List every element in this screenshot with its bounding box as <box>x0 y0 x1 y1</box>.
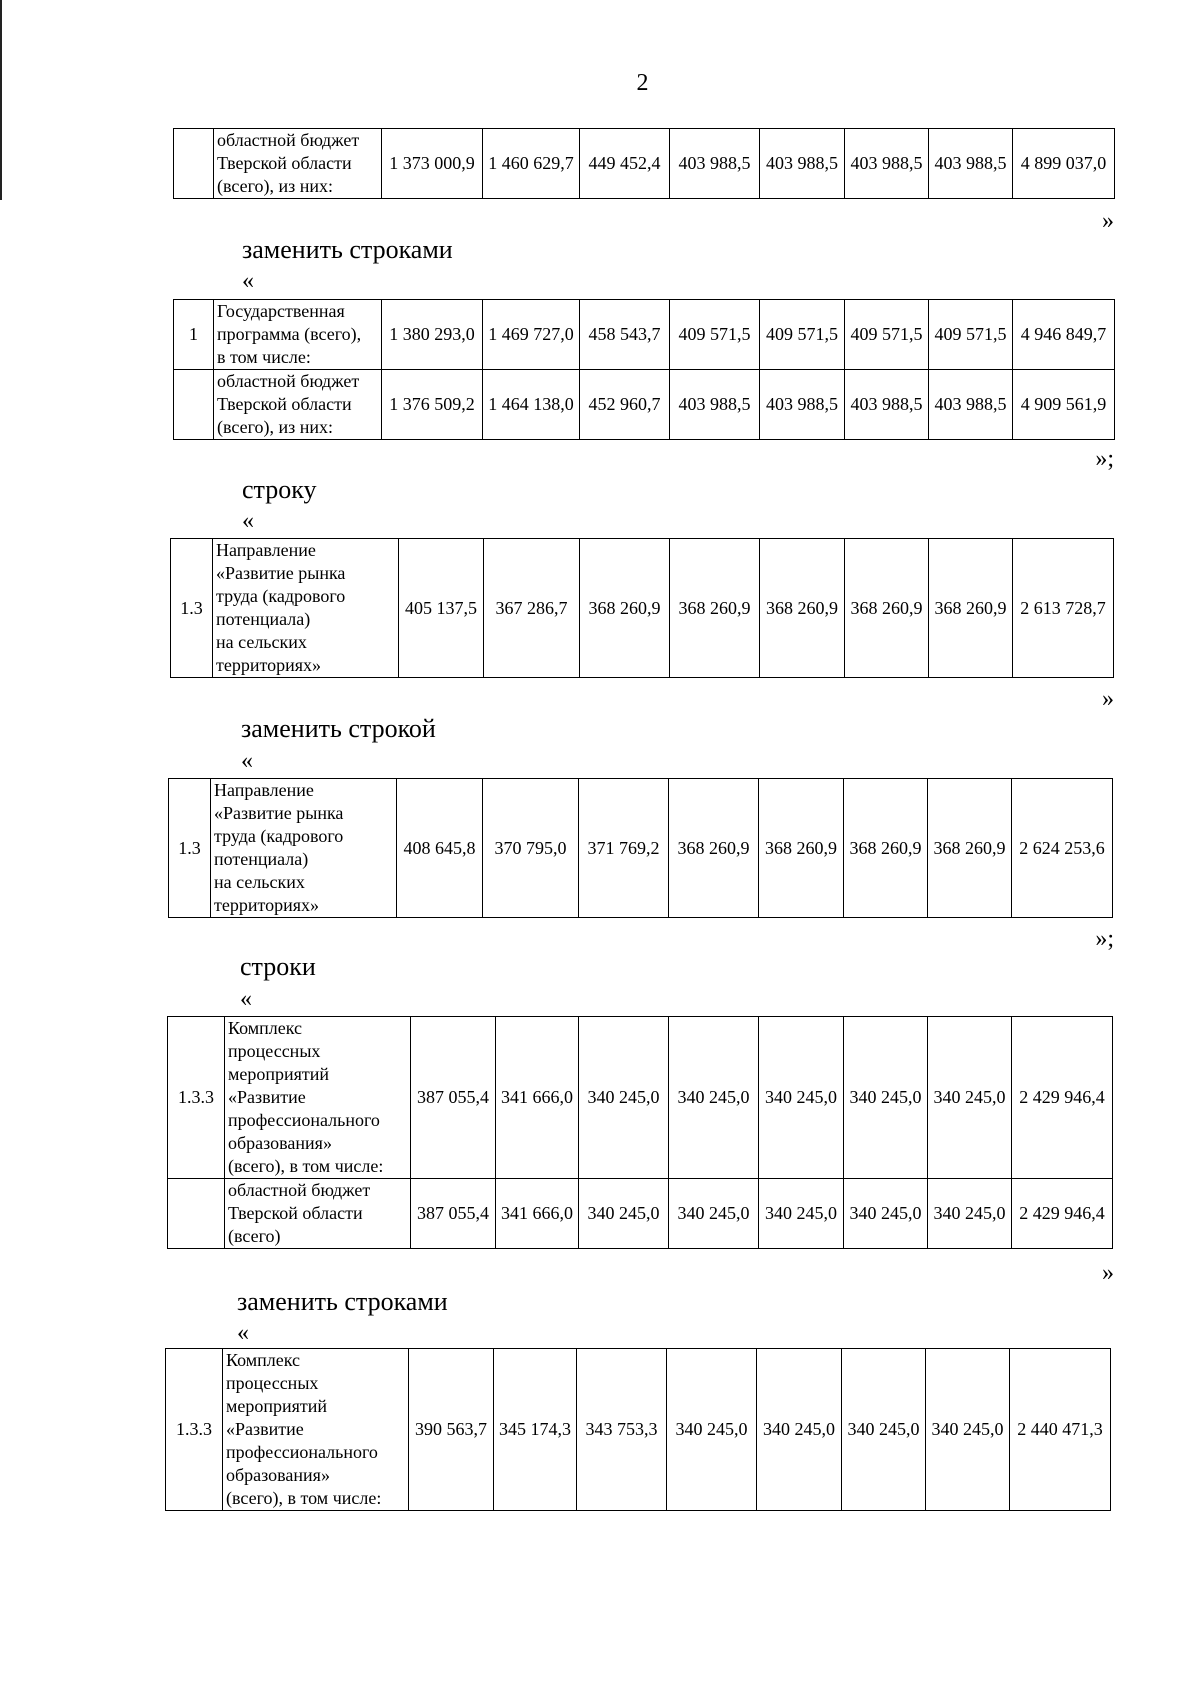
row-label-cell <box>225 1017 411 1179</box>
value-cell: 1 469 727,0 <box>483 300 580 370</box>
value-cell: 409 571,5 <box>845 300 929 370</box>
row-label-line: на сельских <box>214 872 305 892</box>
table-row <box>174 129 1115 199</box>
value-cell: 403 988,5 <box>760 370 845 440</box>
value-cell: 368 260,9 <box>669 779 759 918</box>
value-cell: 370 795,0 <box>483 779 579 918</box>
scan-edge-mark <box>0 0 2 200</box>
row-label-line: профессионального <box>226 1442 378 1462</box>
row-code-cell: 1.3.3 <box>168 1017 225 1179</box>
value-cell: 340 245,0 <box>669 1017 759 1179</box>
table-row <box>166 1349 1111 1511</box>
value-cell: 340 245,0 <box>842 1349 926 1511</box>
row-label-line: профессионального <box>228 1110 380 1130</box>
value-cell: 409 571,5 <box>670 300 760 370</box>
opening-quote-e: « <box>240 986 252 1012</box>
row-label-line: труда (кадрового <box>214 826 344 846</box>
row-label-line: процессных <box>228 1041 321 1061</box>
closing-quote-d: »; <box>1095 926 1114 952</box>
row-code-cell: 1.3 <box>169 779 211 918</box>
table-row <box>171 539 1114 678</box>
value-cell: 4 946 849,7 <box>1013 300 1115 370</box>
row-label-cell <box>214 300 382 370</box>
value-cell: 340 245,0 <box>844 1017 928 1179</box>
value-cell: 2 613 728,7 <box>1013 539 1114 678</box>
value-cell: 340 245,0 <box>579 1017 669 1179</box>
opening-quote-c: « <box>242 508 254 534</box>
row-label-line: Комплекс <box>228 1018 303 1038</box>
value-cell: 2 440 471,3 <box>1010 1349 1111 1511</box>
value-cell: 340 245,0 <box>926 1349 1010 1511</box>
value-cell: 2 624 253,6 <box>1012 779 1113 918</box>
value-cell: 368 260,9 <box>759 779 844 918</box>
value-cell: 387 055,4 <box>411 1179 496 1249</box>
row-label-cell <box>211 779 397 918</box>
row-label-line: Государственная <box>217 301 345 321</box>
row-label-line: (всего), в том числе: <box>228 1156 384 1176</box>
page-number: 2 <box>636 70 649 96</box>
row-label-line: мероприятий <box>226 1396 328 1416</box>
value-cell: 1 376 509,2 <box>382 370 483 440</box>
row-label-cell <box>214 129 382 199</box>
value-cell: 340 245,0 <box>579 1179 669 1249</box>
value-cell: 1 460 629,7 <box>483 129 580 199</box>
row-label-line: образования» <box>228 1133 332 1153</box>
opening-quote-d: « <box>241 748 253 774</box>
row-code-cell <box>168 1179 225 1249</box>
row-label-line: Направление <box>214 780 314 800</box>
row-label-line: «Развитие рынка <box>214 803 344 823</box>
row-label-line: Направление <box>216 540 316 560</box>
table-d <box>168 778 1113 918</box>
closing-quote-c: » <box>1102 686 1114 712</box>
value-cell: 368 260,9 <box>845 539 929 678</box>
value-cell: 371 769,2 <box>579 779 669 918</box>
value-cell: 403 988,5 <box>929 129 1013 199</box>
value-cell: 408 645,8 <box>397 779 483 918</box>
table-row <box>168 1017 1113 1179</box>
value-cell: 403 988,5 <box>845 370 929 440</box>
value-cell: 340 245,0 <box>669 1179 759 1249</box>
value-cell: 403 988,5 <box>670 370 760 440</box>
value-cell: 340 245,0 <box>757 1349 842 1511</box>
value-cell: 390 563,7 <box>409 1349 494 1511</box>
value-cell: 340 245,0 <box>759 1179 844 1249</box>
value-cell: 1 380 293,0 <box>382 300 483 370</box>
value-cell: 387 055,4 <box>411 1017 496 1179</box>
row-label-line: процессных <box>226 1373 319 1393</box>
value-cell: 368 260,9 <box>760 539 845 678</box>
row-label-line: (всего) <box>228 1226 281 1246</box>
row-label-line: Тверской области <box>228 1203 363 1223</box>
row-label-line: «Развитие <box>226 1419 304 1439</box>
row-label-line: «Развитие <box>228 1087 306 1107</box>
row-code-cell <box>174 129 214 199</box>
row-label-line: в том числе: <box>217 347 311 367</box>
value-cell: 340 245,0 <box>667 1349 757 1511</box>
value-cell: 403 988,5 <box>929 370 1013 440</box>
row-label-line: территориях» <box>214 895 320 915</box>
value-cell: 368 260,9 <box>580 539 670 678</box>
value-cell: 2 429 946,4 <box>1012 1179 1113 1249</box>
table-f <box>165 1348 1111 1511</box>
instruction-rows: строки <box>240 952 316 981</box>
row-code-cell: 1.3.3 <box>166 1349 223 1511</box>
value-cell: 458 543,7 <box>580 300 670 370</box>
value-cell: 4 899 037,0 <box>1013 129 1115 199</box>
value-cell: 405 137,5 <box>399 539 484 678</box>
value-cell: 340 245,0 <box>928 1017 1012 1179</box>
table-e <box>167 1016 1113 1249</box>
value-cell: 341 666,0 <box>496 1017 579 1179</box>
value-cell: 452 960,7 <box>580 370 670 440</box>
row-label-cell <box>223 1349 409 1511</box>
row-label-line: образования» <box>226 1465 330 1485</box>
table-row <box>174 370 1115 440</box>
table-c <box>170 538 1114 678</box>
row-label-cell <box>214 370 382 440</box>
row-label-cell <box>213 539 399 678</box>
value-cell: 449 452,4 <box>580 129 670 199</box>
closing-quote-a: » <box>1102 208 1114 234</box>
row-label-line: Тверской области <box>217 153 352 173</box>
row-label-line: Комплекс <box>226 1350 301 1370</box>
row-label-cell <box>225 1179 411 1249</box>
row-label-line: программа (всего), <box>217 324 362 344</box>
value-cell: 4 909 561,9 <box>1013 370 1115 440</box>
table-b <box>173 299 1115 440</box>
instruction-replace-rows-1: заменить строками <box>242 235 453 264</box>
value-cell: 409 571,5 <box>929 300 1013 370</box>
row-label-line: «Развитие рынка <box>216 563 346 583</box>
instruction-replace-row: заменить строкой <box>241 714 436 743</box>
table-row <box>174 300 1115 370</box>
value-cell: 409 571,5 <box>760 300 845 370</box>
row-label-line: (всего), из них: <box>217 417 334 437</box>
value-cell: 345 174,3 <box>494 1349 577 1511</box>
value-cell: 368 260,9 <box>928 779 1012 918</box>
opening-quote-b: « <box>242 268 254 294</box>
row-label-line: областной бюджет <box>217 130 360 150</box>
row-code-cell: 1.3 <box>171 539 213 678</box>
value-cell: 403 988,5 <box>845 129 929 199</box>
value-cell: 368 260,9 <box>670 539 760 678</box>
row-label-line: Тверской области <box>217 394 352 414</box>
value-cell: 403 988,5 <box>670 129 760 199</box>
value-cell: 1 464 138,0 <box>483 370 580 440</box>
table-row <box>168 1179 1113 1249</box>
value-cell: 341 666,0 <box>496 1179 579 1249</box>
value-cell: 340 245,0 <box>928 1179 1012 1249</box>
value-cell: 343 753,3 <box>577 1349 667 1511</box>
value-cell: 340 245,0 <box>844 1179 928 1249</box>
value-cell: 368 260,9 <box>929 539 1013 678</box>
row-label-line: территориях» <box>216 655 322 675</box>
row-label-line: мероприятий <box>228 1064 330 1084</box>
row-label-line: (всего), в том числе: <box>226 1488 382 1508</box>
row-label-line: областной бюджет <box>217 371 360 391</box>
row-label-line: потенциала) <box>216 609 311 629</box>
row-code-cell <box>174 370 214 440</box>
opening-quote-f: « <box>237 1320 249 1346</box>
value-cell: 1 373 000,9 <box>382 129 483 199</box>
row-label-line: труда (кадрового <box>216 586 346 606</box>
row-label-line: потенциала) <box>214 849 309 869</box>
closing-quote-b: »; <box>1095 446 1114 472</box>
value-cell: 340 245,0 <box>759 1017 844 1179</box>
row-code-cell: 1 <box>174 300 214 370</box>
row-label-line: (всего), из них: <box>217 176 334 196</box>
instruction-row: строку <box>242 475 317 504</box>
table-a <box>173 128 1115 199</box>
value-cell: 2 429 946,4 <box>1012 1017 1113 1179</box>
value-cell: 368 260,9 <box>844 779 928 918</box>
value-cell: 367 286,7 <box>484 539 580 678</box>
instruction-replace-rows-2: заменить строками <box>237 1287 448 1316</box>
closing-quote-e: » <box>1102 1260 1114 1286</box>
value-cell: 403 988,5 <box>760 129 845 199</box>
table-row <box>169 779 1113 918</box>
row-label-line: областной бюджет <box>228 1180 371 1200</box>
row-label-line: на сельских <box>216 632 307 652</box>
